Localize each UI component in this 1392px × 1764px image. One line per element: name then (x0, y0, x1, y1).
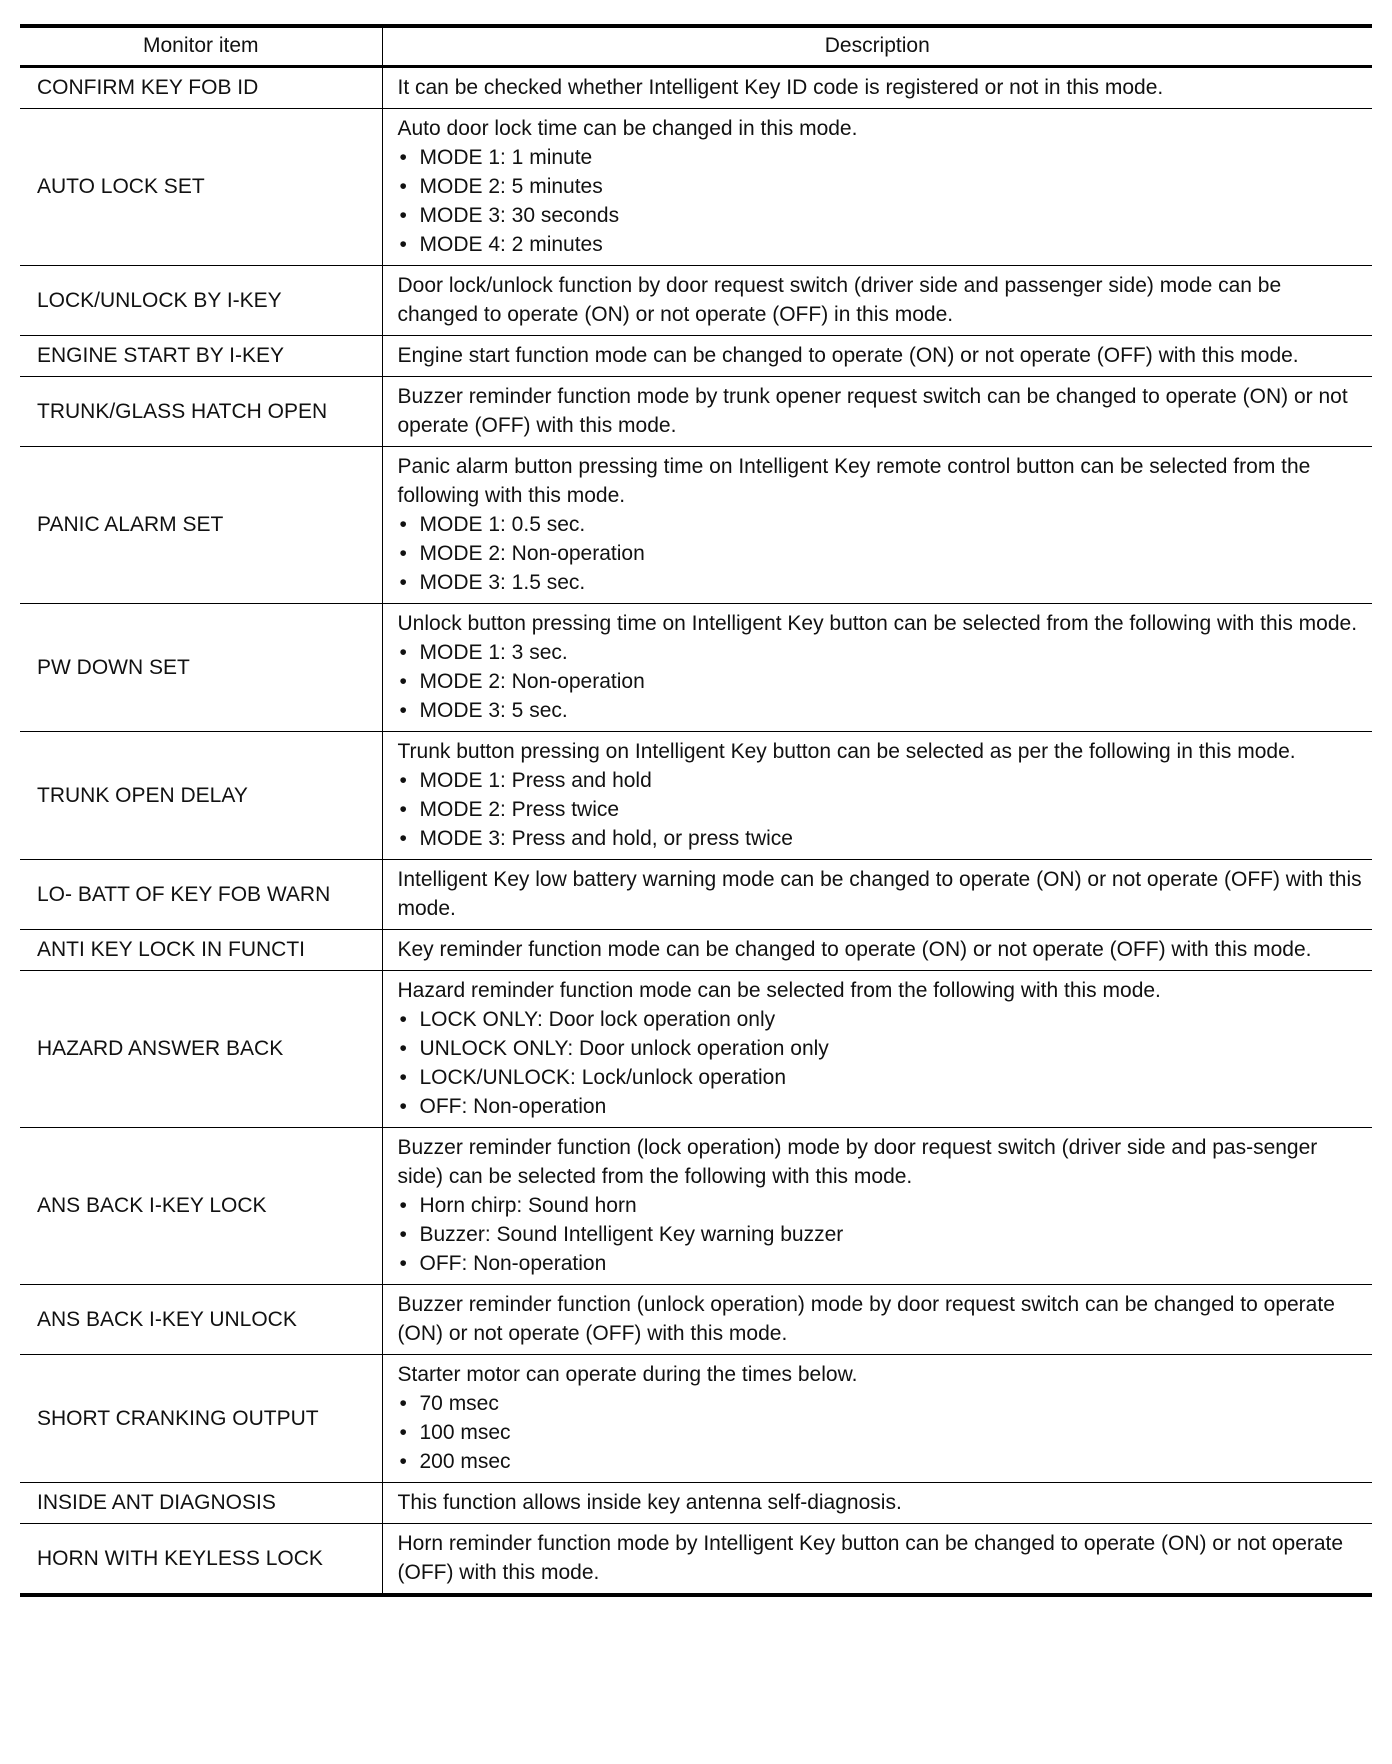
table-row (20, 1127, 1372, 1284)
table-row (20, 335, 1372, 376)
description-bullet-item: • LOCK ONLY: Door lock operation only (398, 1005, 1363, 1034)
description-text: Door lock/unlock function by door request switch (driver side and passenger side) mode can be changed to operate (ON) or not operate (OFF) in this mode. (397, 273, 1282, 326)
description-bullet-item: • MODE 2: 5 minutes (398, 172, 1363, 201)
description-text: Auto door lock time can be changed in this mode. (397, 116, 858, 140)
description-bullet-list (398, 1005, 1363, 1121)
table-row (20, 929, 1372, 970)
description-text: Intelligent Key low battery warning mode can be changed to operate (ON) or not operate (OFF) with this mode. (397, 867, 1362, 920)
header-monitor-item: Monitor item (142, 34, 259, 58)
table-body (20, 66, 1372, 1595)
description-bullet-item: • MODE 2: Non-operation (398, 667, 1363, 696)
description-text: It can be checked whether Intelligent Key ID code is registered or not in this mode. (397, 75, 1164, 99)
description-cell (382, 970, 1372, 1127)
description-bullet-list (398, 143, 1363, 259)
description-bullet-item: • MODE 3: Press and hold, or press twice (398, 824, 1363, 853)
description-text: Unlock button pressing time on Intelligent Key button can be selected from the following with this mode. (397, 611, 1358, 635)
description-bullet-item: • Horn chirp: Sound horn (398, 1191, 1363, 1220)
description-bullet-item: • 70 msec (398, 1389, 1363, 1418)
description-bullet-item: • MODE 4: 2 minutes (398, 230, 1363, 259)
monitor-item-cell: LOCK/UNLOCK BY I-KEY (37, 288, 282, 312)
description-bullet-list (398, 1389, 1363, 1476)
monitor-item-cell: ENGINE START BY I-KEY (37, 344, 285, 367)
description-bullet-item: • 100 msec (398, 1418, 1363, 1447)
description-bullet-item: • 200 msec (398, 1447, 1363, 1476)
header-description: Description (382, 26, 1372, 66)
description-bullet-item: • Buzzer: Sound Intelligent Key warning buzzer (398, 1220, 1363, 1249)
description-text: Buzzer reminder function (unlock operation) mode by door request switch can be changed to operate (ON) or not operate (OFF) with this mode. (397, 1292, 1335, 1345)
table-row (20, 1523, 1372, 1595)
description-bullet-item: • OFF: Non-operation (398, 1249, 1363, 1278)
monitor-item-cell: PW DOWN SET (37, 655, 190, 679)
table-row (20, 66, 1372, 108)
description-bullet-list (398, 638, 1363, 725)
monitor-item-cell: LO- BATT OF KEY FOB WARN (37, 882, 331, 906)
description-bullet-item: • OFF: Non-operation (398, 1092, 1363, 1121)
description-text: Key reminder function mode can be changed to operate (ON) or not operate (OFF) with this mode. (397, 937, 1312, 961)
table-row (20, 108, 1372, 265)
monitor-item-cell: CONFIRM KEY FOB ID (37, 76, 259, 99)
table-header-row (20, 26, 1372, 66)
description-text: Buzzer reminder function mode by trunk opener request switch can be changed to operate (ON) or not operate (OFF) with this mode. (397, 384, 1348, 437)
description-bullet-item: • MODE 2: Non-operation (398, 539, 1363, 568)
description-text: Horn reminder function mode by Intelligent Key button can be changed to operate (ON) or not operate (OFF) with this mode. (397, 1531, 1344, 1584)
description-text: Engine start function mode can be changed to operate (ON) or not operate (OFF) with this mode. (397, 343, 1299, 367)
description-cell (382, 1284, 1372, 1354)
monitor-item-table (20, 24, 1372, 1597)
monitor-item-cell: INSIDE ANT DIAGNOSIS (37, 1491, 276, 1514)
description-cell (382, 603, 1372, 731)
table-row (20, 1284, 1372, 1354)
description-text: Panic alarm button pressing time on Intelligent Key remote control button can be selected from the following with this mode. (397, 454, 1311, 507)
description-text: Hazard reminder function mode can be selected from the following with this mode. (397, 978, 1161, 1002)
description-cell (382, 1523, 1372, 1595)
description-cell (382, 265, 1372, 335)
table-row (20, 603, 1372, 731)
description-bullet-list (398, 510, 1363, 597)
table-row (20, 1482, 1372, 1523)
table-row (20, 970, 1372, 1127)
description-bullet-item: • MODE 3: 30 seconds (398, 201, 1363, 230)
monitor-item-cell: ANTI KEY LOCK IN FUNCTI (37, 938, 305, 961)
description-cell (382, 1354, 1372, 1482)
description-bullet-item: • MODE 2: Press twice (398, 795, 1363, 824)
description-bullet-item: • MODE 1: 3 sec. (398, 638, 1363, 667)
monitor-item-cell: AUTO LOCK SET (37, 175, 205, 198)
description-cell (382, 66, 1372, 108)
table-row (20, 1354, 1372, 1482)
description-text: Starter motor can operate during the times below. (397, 1362, 858, 1386)
monitor-item-cell: HORN WITH KEYLESS LOCK (37, 1546, 323, 1570)
description-cell (382, 929, 1372, 970)
description-text: Trunk button pressing on Intelligent Key button can be selected as per the following in this mode. (397, 739, 1296, 763)
description-bullet-list (398, 766, 1363, 853)
description-bullet-item: • MODE 3: 1.5 sec. (398, 568, 1363, 597)
description-cell (382, 1127, 1372, 1284)
monitor-item-cell: ANS BACK I-KEY LOCK (37, 1194, 267, 1217)
description-cell (382, 731, 1372, 859)
description-bullet-item: • MODE 1: 0.5 sec. (398, 510, 1363, 539)
monitor-item-cell: HAZARD ANSWER BACK (37, 1037, 284, 1060)
description-bullet-item: • UNLOCK ONLY: Door unlock operation only (398, 1034, 1363, 1063)
table-row (20, 446, 1372, 603)
description-bullet-item: • MODE 3: 5 sec. (398, 696, 1363, 725)
description-cell (382, 1482, 1372, 1523)
description-bullet-item: • MODE 1: 1 minute (398, 143, 1363, 172)
table-row (20, 376, 1372, 446)
description-text: Buzzer reminder function (lock operation) mode by door request switch (driver side and pas-senger side) can be selected from the following with this mode. (397, 1135, 1318, 1188)
monitor-item-cell: ANS BACK I-KEY UNLOCK (37, 1307, 297, 1331)
description-cell (382, 376, 1372, 446)
table-row (20, 859, 1372, 929)
description-bullet-list (398, 1191, 1363, 1278)
table-row (20, 265, 1372, 335)
description-cell (382, 335, 1372, 376)
monitor-item-cell: TRUNK/GLASS HATCH OPEN (37, 399, 328, 423)
description-bullet-item: • MODE 1: Press and hold (398, 766, 1363, 795)
description-bullet-item: • LOCK/UNLOCK: Lock/unlock operation (398, 1063, 1363, 1092)
description-cell (382, 859, 1372, 929)
description-cell (382, 446, 1372, 603)
monitor-item-cell: SHORT CRANKING OUTPUT (37, 1406, 319, 1430)
table-row (20, 731, 1372, 859)
monitor-item-table-container (20, 24, 1372, 1597)
description-text: This function allows inside key antenna self-diagnosis. (397, 1490, 902, 1514)
monitor-item-cell: TRUNK OPEN DELAY (37, 783, 248, 807)
monitor-item-cell: PANIC ALARM SET (37, 513, 224, 536)
description-cell (382, 108, 1372, 265)
